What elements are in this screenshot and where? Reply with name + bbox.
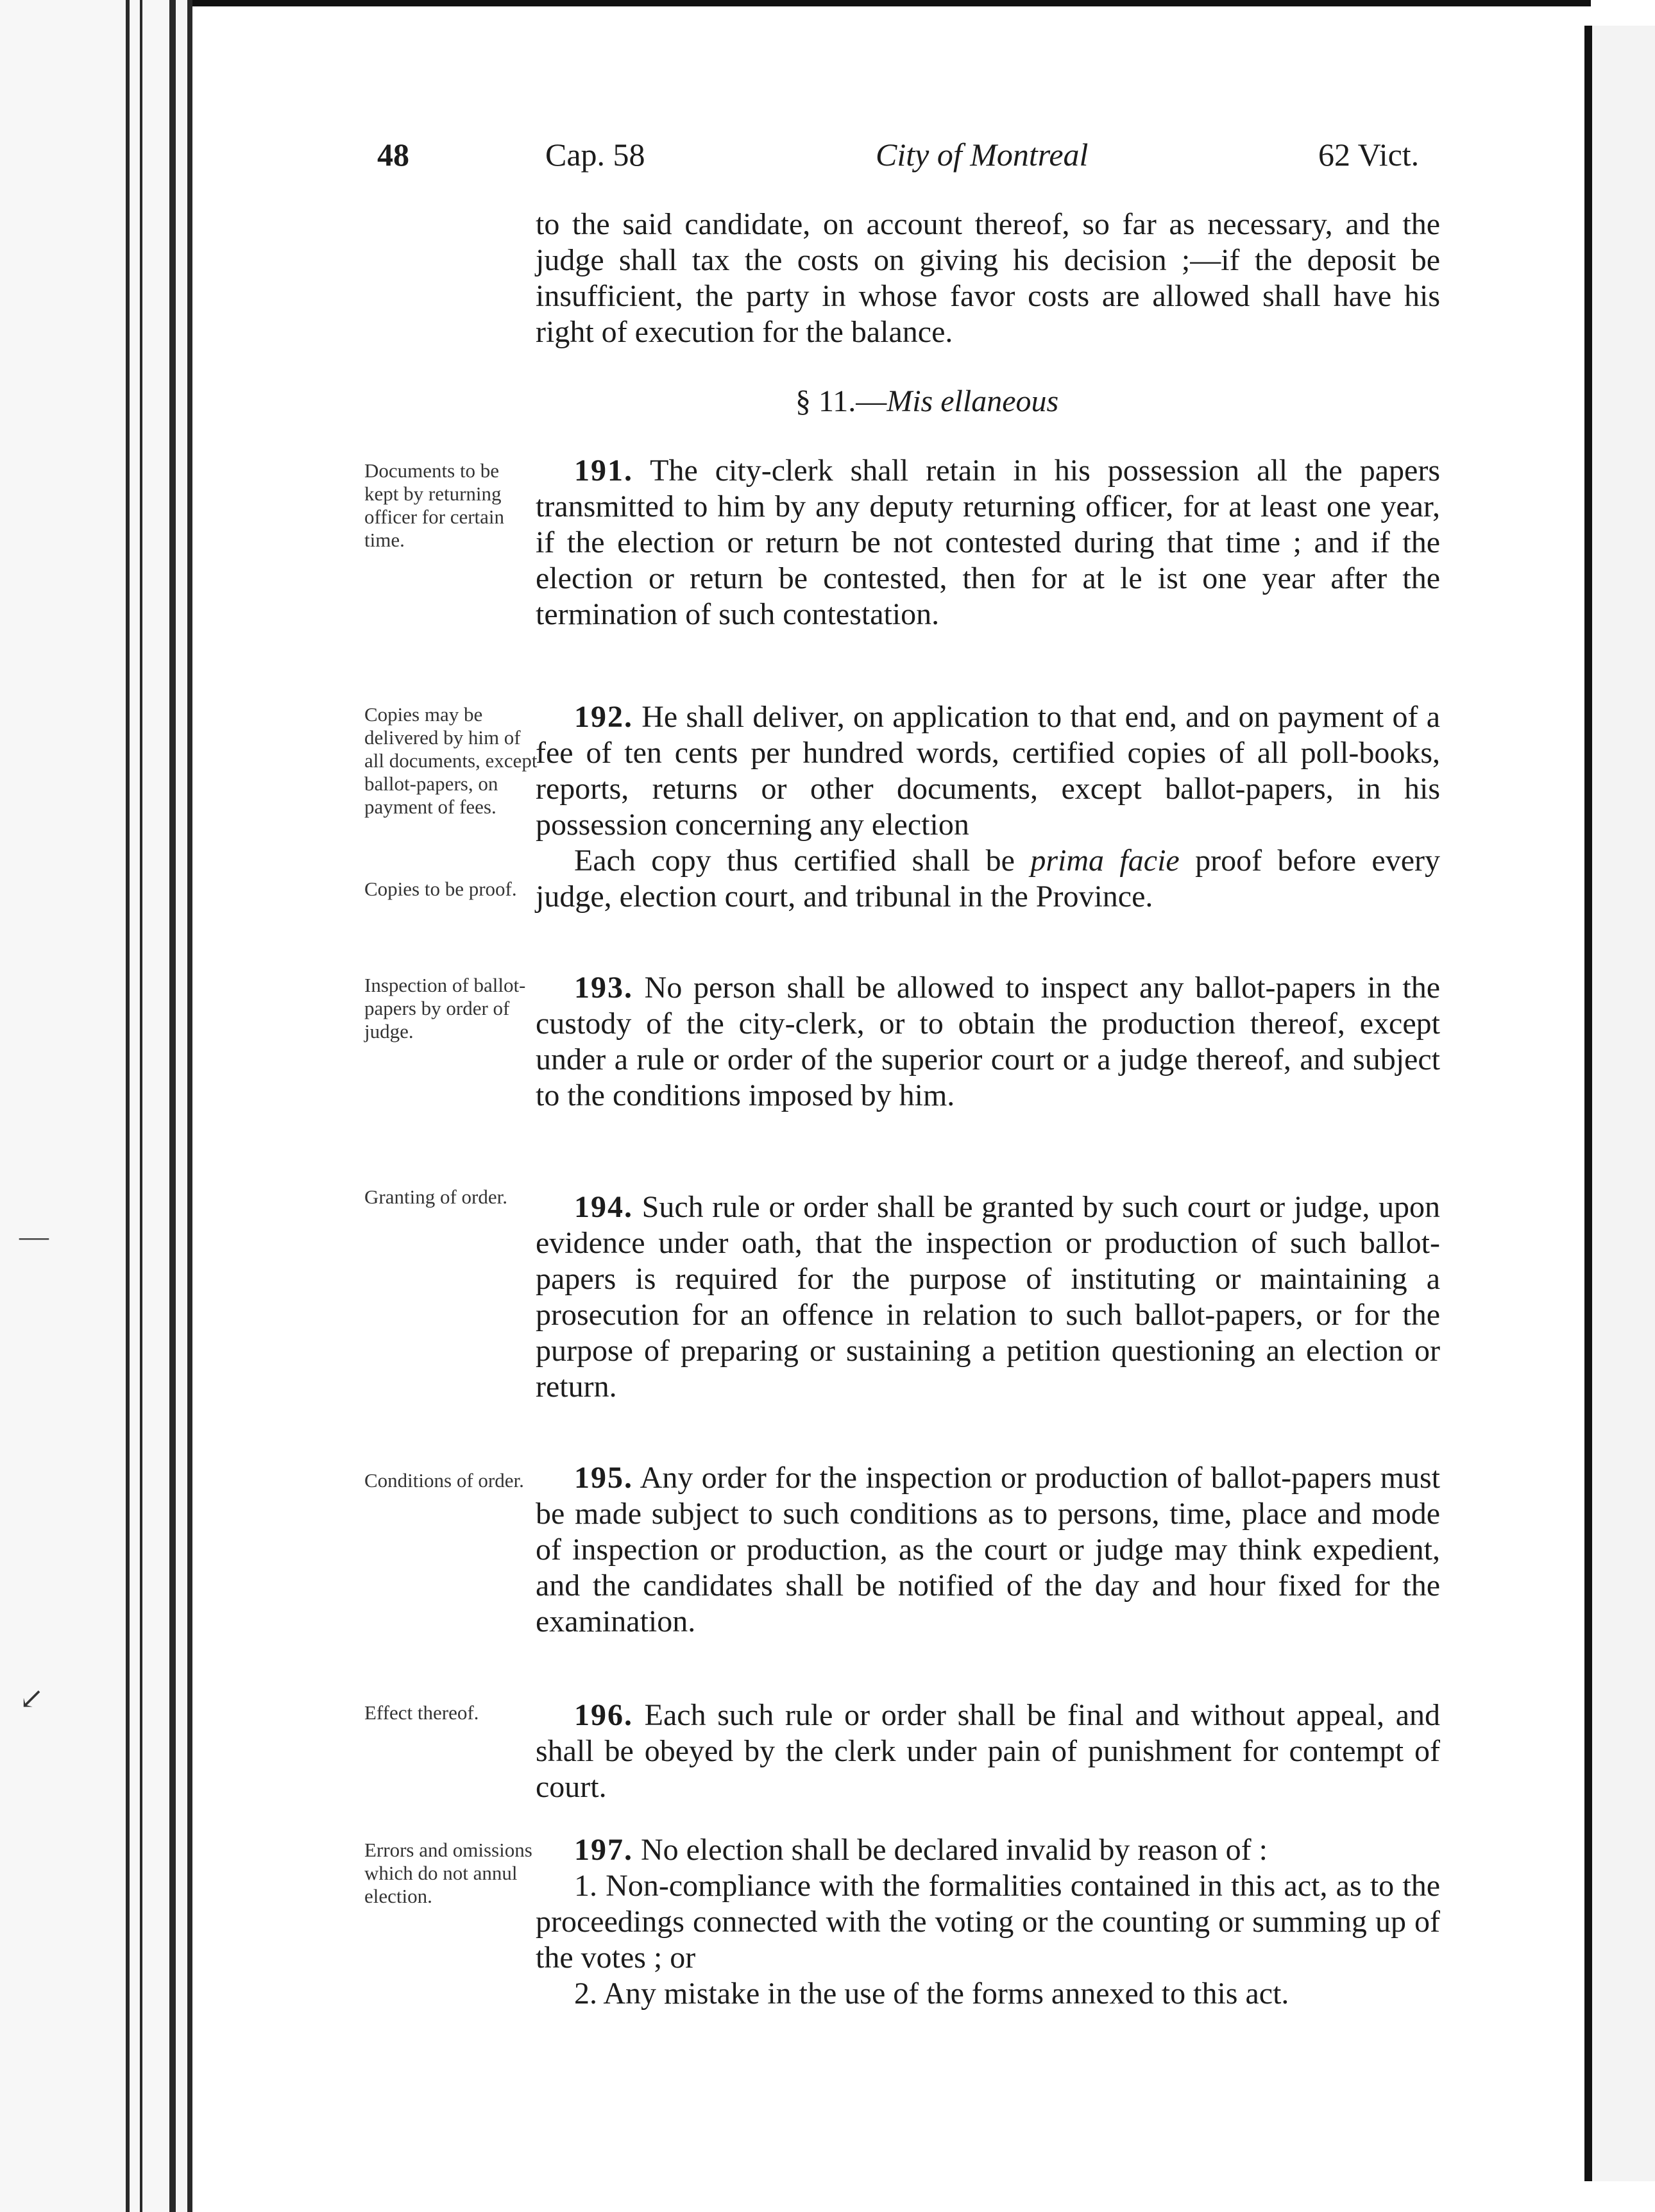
- intro-paragraph: to the said candidate, on account thereof, so far as necessary, and the judge shall tax the costs on giving his decision ;—if the deposit be insufficient, the party in whose favor costs are allowed shall have his right of execution for the balance.: [536, 207, 1440, 349]
- running-title: City of Montreal: [876, 137, 1089, 173]
- pencil-mark: —: [19, 1220, 49, 1252]
- margin-note-192: Copies may be delivered by him of all documents, except ballot-papers, on payment of fees.: [364, 703, 538, 818]
- article-193: [536, 970, 1440, 1114]
- margin-note-191: Documents to be kept by returning officer for certain time.: [364, 459, 505, 551]
- article-192: [536, 699, 1440, 915]
- article-191: [536, 453, 1440, 633]
- margin-note-192-proof: Copies to be proof.: [364, 878, 517, 900]
- margin-note-193: Inspection of ballot-papers by order of judge.: [364, 974, 526, 1042]
- article-number: 191.: [574, 454, 633, 488]
- section-title: Mis ellaneous: [887, 384, 1059, 418]
- article-number: 196.: [574, 1698, 633, 1732]
- margin-note-195: Conditions of order.: [364, 1469, 524, 1492]
- article-text: Such rule or order shall be granted by such court or judge, upon evidence under oath, that the inspection or production of such ballot-papers is required for the purpose of instituting or maintaining a prosecution for an offence in relation to such ballot-papers, or for the purpose of preparing or sustaining a petition questioning an election or return.: [536, 1190, 1441, 1404]
- article-194: [536, 1189, 1440, 1405]
- section-number: § 11.—: [795, 384, 887, 418]
- article-number: 197.: [574, 1833, 633, 1867]
- margin-note-197: Errors and omissions which do not annul election.: [364, 1839, 532, 1907]
- article-text: Any order for the inspection or production of ballot-papers must be made subject to such conditions as to persons, time, place and mode of inspection or production, as the court or judge may think expedient, and the candidates shall be notified of the day and hour fixed for the examination.: [536, 1461, 1440, 1638]
- article-number: 192.: [574, 700, 633, 734]
- pencil-mark: ↙: [19, 1682, 44, 1715]
- article-196: [536, 1697, 1440, 1805]
- chapter-label: Cap. 58: [545, 137, 645, 173]
- article-192-proof: Each copy thus certified shall be prima facie proof before every judge, election court, and tribunal in the Province.: [536, 844, 1440, 914]
- article-197-item-1: 1. Non-compliance with the formalities contained in this act, as to the proceedings connected with the voting or the counting or summing up of the votes ; or: [536, 1869, 1440, 1975]
- article-number: 195.: [574, 1461, 633, 1495]
- article-text: Each such rule or order shall be final and without appeal, and shall be obeyed by the clerk under pain of punishment for contempt of court.: [536, 1698, 1441, 1804]
- article-195: [536, 1460, 1440, 1640]
- article-text: The city-clerk shall retain in his possession all the papers transmitted to him by any deputy returning officer, for at least one year, if the election or return be not contested during that time ; and if the election or return be contested, then for at le ist one year after the termination of such contestation.: [536, 454, 1440, 631]
- section-heading: [795, 384, 1058, 419]
- article-197: [536, 1832, 1440, 2012]
- article-text: No election shall be declared invalid by reason of :: [641, 1833, 1268, 1867]
- prima-facie: prima facie: [1030, 844, 1180, 878]
- margin-note-194: Granting of order.: [364, 1186, 507, 1208]
- article-number: 193.: [574, 971, 633, 1005]
- margin-note-196: Effect thereof.: [364, 1701, 479, 1724]
- article-197-item-2: 2. Any mistake in the use of the forms annexed to this act.: [574, 1977, 1289, 2011]
- article-text: No person shall be allowed to inspect any ballot-papers in the custody of the city-clerk, or to obtain the production thereof, except under a rule or order of the superior court or a judge thereof, and subject to the conditions imposed by him.: [536, 971, 1441, 1112]
- page-number: 48: [377, 137, 409, 173]
- article-number: 194.: [574, 1190, 633, 1224]
- article-text: He shall deliver, on application to that end, and on payment of a fee of ten cents per hundred words, certified copies of all poll-books, reports, returns or other documents, except ballot-papers, in his possession concerning any election: [536, 700, 1441, 842]
- regnal-year: 62 Vict.: [1318, 137, 1420, 173]
